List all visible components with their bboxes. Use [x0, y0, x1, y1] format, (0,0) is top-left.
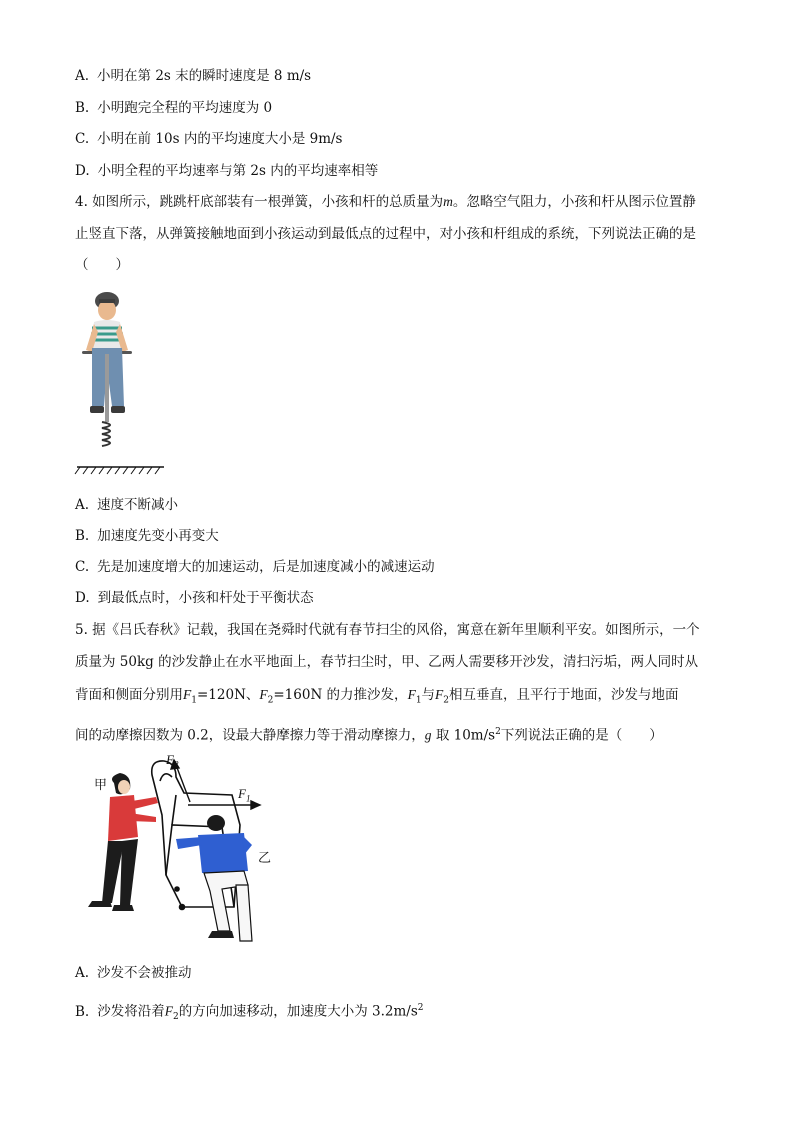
option-text: 加速度先变小再变大: [97, 528, 219, 544]
q5-stem-line3: [75, 686, 679, 710]
q4-stem-line1: [75, 193, 696, 211]
option-text: 沙发将沿着: [97, 1003, 165, 1020]
q5-text: =160N 的力推沙发，: [273, 687, 408, 703]
force-symbol: F: [238, 786, 246, 801]
option-text: 到最低点时，小孩和杆处于平衡状态: [97, 590, 314, 606]
option-letter: B.: [75, 100, 90, 116]
q3-option-d: [75, 162, 378, 180]
q4-text: 。忽略空气阻力，小孩和杆从图示位置静: [452, 194, 696, 210]
q3-option-b: [75, 99, 272, 117]
q4-text: 4. 如图所示，跳跳杆底部装有一根弹簧，小孩和杆的总质量为: [75, 194, 444, 210]
spring-shape: [102, 422, 110, 446]
q5-text: 质量为 50kg 的沙发静止在水平地面上，春节扫尘时，甲、乙两人需要移开沙发，清扫污垢，两人同时从: [75, 654, 699, 670]
subscript: 2: [173, 759, 179, 770]
option-text: 的方向加速移动，加速度大小为 3.2m/s: [178, 1003, 418, 1020]
force-symbol: F: [183, 687, 192, 702]
q5-text: 间的动摩擦因数为 0.2，设最大静摩擦力等于滑动摩擦力，: [75, 727, 425, 744]
option-text: 小明跑完全程的平均速度为 0: [97, 100, 273, 116]
subscript: 1: [191, 695, 197, 706]
option-text: 小明在前 10s 内的平均速度大小是 9m/s: [97, 131, 343, 147]
subscript: 2: [267, 695, 274, 706]
q5-text: 相互垂直，且平行于地面，沙发与地面: [449, 687, 679, 703]
option-letter: A.: [75, 68, 90, 84]
option-text: 小明全程的平均速率与第 2s 内的平均速率相等: [97, 163, 379, 179]
q4-answer-blank: [75, 256, 129, 274]
option-text: 小明在第 2s 末的瞬时速度是 8 m/s: [97, 68, 312, 84]
q5-text: =120N、: [196, 687, 260, 703]
q5-text: 5. 据《吕氏春秋》记载，我国在尧舜时代就有春节扫尘的风俗，寓意在新年里顺利平安。如图所示，一个: [75, 622, 700, 638]
q4-text: 止竖直下落，从弹簧接触地面到小孩运动到最低点的过程中，对小孩和杆组成的系统，下列说法正确的是: [75, 226, 696, 242]
q5-stem-line2: [75, 653, 698, 671]
subscript: 1: [415, 695, 422, 706]
f2-label: [166, 752, 178, 770]
option-letter: A.: [75, 497, 90, 513]
force-symbol: F: [166, 752, 174, 767]
pogo-stick-figure: [72, 288, 172, 480]
q5-stem-line4: [75, 723, 663, 745]
person-jia: [88, 773, 158, 911]
q5-text: 取 10m/s: [435, 727, 496, 744]
force-symbol: F: [435, 687, 444, 702]
q4-option-d: [75, 589, 314, 607]
sofa-push-figure: [72, 752, 282, 950]
superscript: 2: [495, 727, 501, 737]
g-symbol: g: [424, 727, 432, 743]
option-text: 沙发不会被推动: [97, 965, 192, 981]
q5-text: 与: [421, 687, 436, 703]
force-symbol: F: [407, 687, 416, 702]
subscript: 2: [172, 1012, 179, 1023]
option-letter: D.: [75, 590, 90, 606]
q4-option-a: [75, 496, 178, 514]
mass-symbol: m: [443, 194, 453, 209]
person-yi: [176, 815, 252, 941]
q3-option-a: [75, 67, 311, 85]
q4-stem-line2: [75, 225, 696, 243]
option-letter: D.: [75, 163, 90, 179]
option-letter: A.: [75, 965, 90, 981]
subscript: 1: [245, 793, 251, 804]
option-letter: B.: [75, 1003, 90, 1020]
force-symbol: F: [164, 1003, 173, 1019]
q5-option-a: [75, 964, 192, 982]
option-text: 速度不断减小: [97, 497, 179, 513]
q4-option-c: [75, 558, 435, 576]
force-symbol: F: [259, 687, 268, 702]
subscript: 2: [443, 695, 450, 706]
f1-label: [238, 786, 250, 804]
option-letter: B.: [75, 528, 90, 544]
answer-blank: （ ）: [75, 257, 129, 273]
q3-option-c: [75, 130, 343, 148]
label-jia: 甲: [94, 778, 108, 793]
option-text: 先是加速度增大的加速运动，后是加速度减小的减速运动: [97, 559, 435, 575]
q5-text: 背面和侧面分别用: [75, 687, 183, 703]
label-yi: 乙: [258, 851, 272, 866]
q5-option-b: [75, 999, 423, 1026]
option-letter: C.: [75, 131, 90, 147]
q4-option-b: [75, 527, 219, 545]
q5-stem-line1: [75, 621, 700, 639]
q5-text: 下列说法正确的是（ ）: [500, 727, 663, 744]
superscript: 2: [417, 1003, 424, 1013]
option-letter: C.: [75, 559, 90, 575]
